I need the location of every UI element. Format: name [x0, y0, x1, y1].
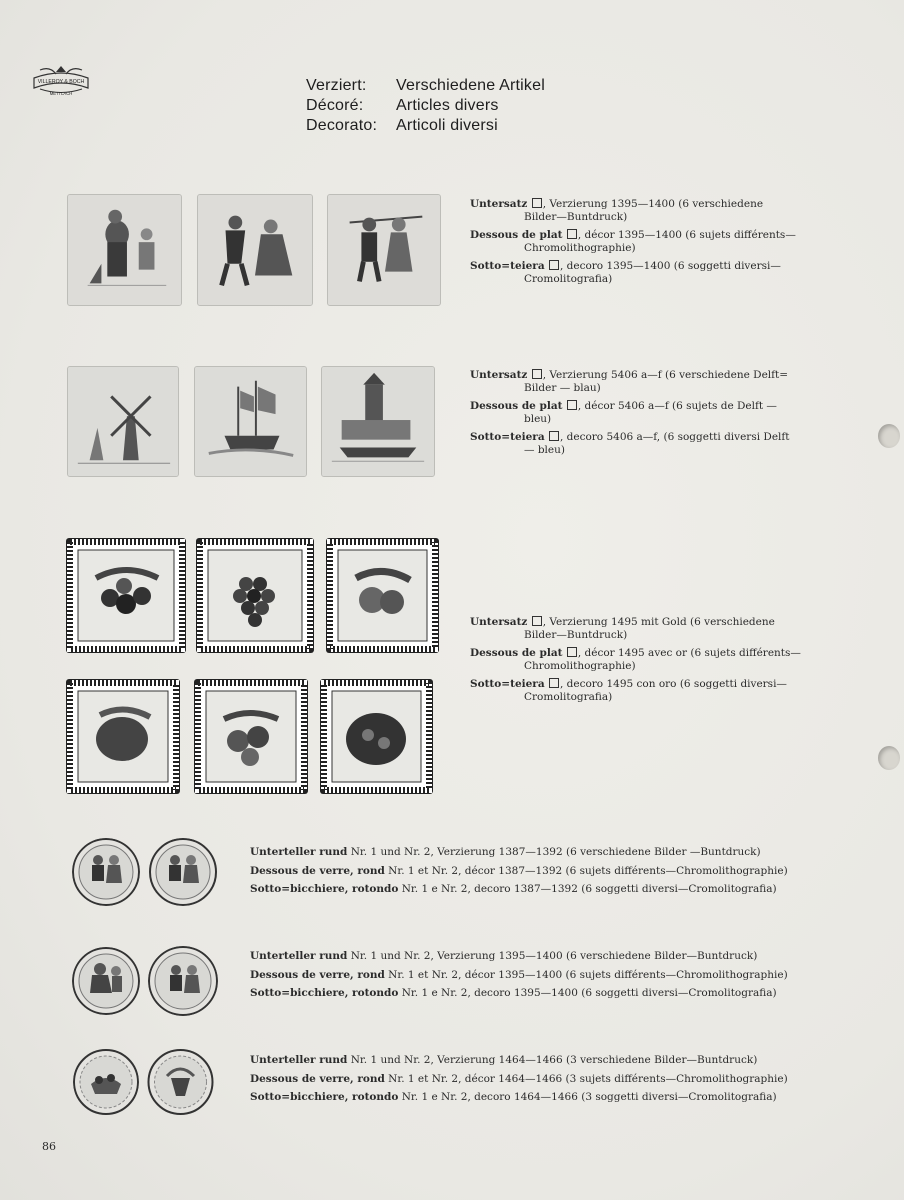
- tile-dutch-figures-1: [67, 194, 182, 306]
- page-header: [306, 76, 545, 136]
- tile-fruit-grapes: [196, 538, 314, 653]
- header-label-de: Verziert:: [306, 77, 367, 94]
- tile-dutch-figures-3: [327, 194, 441, 306]
- header-label-fr: Décoré:: [306, 97, 364, 114]
- square-shape-icon: [567, 229, 577, 239]
- square-shape-icon: [567, 647, 577, 657]
- square-shape-icon: [532, 198, 542, 208]
- square-shape-icon: [567, 400, 577, 410]
- svg-text:VILLEROY & BOCH: VILLEROY & BOCH: [37, 79, 85, 85]
- coaster-round-2a: [72, 947, 140, 1015]
- square-shape-icon: [549, 431, 559, 441]
- square-shape-icon: [549, 260, 559, 270]
- tile-fruit-plums: [66, 679, 180, 794]
- round1-description: Unterteller rund Nr. 1 und Nr. 2, Verzierung 1387—1392 (6 verschiedene Bilder —Buntdruck) Dessous de verre, rond Nr. 1 et Nr. 2, décor 1387—1392 (6 sujets différents—Chromolithographie) Sotto=bicchiere, rotondo Nr. 1 e Nr. 2, decoro 1387—1392 (6 soggetti diversi—Cromolitografia): [250, 846, 788, 895]
- tile-delft-ship: [194, 366, 307, 477]
- round2-description: Unterteller rund Nr. 1 und Nr. 2, Verzierung 1395—1400 (6 verschiedene Bilder—Buntdruck) Dessous de verre, rond Nr. 1 et Nr. 2, décor 1395—1400 (6 sujets différents—Chromolithographie) Sotto=bicchiere, rotondo Nr. 1 e Nr. 2, decoro 1395—1400 (6 soggetti diversi—Cromolitografia): [250, 950, 788, 999]
- round3-description: Unterteller rund Nr. 1 und Nr. 2, Verzierung 1464—1466 (3 verschiedene Bilder—Buntdruck) Dessous de verre, rond Nr. 1 et Nr. 2, décor 1464—1466 (3 sujets différents—Chromolithographie) Sotto=bicchiere, rotondo Nr. 1 e Nr. 2, decoro 1464—1466 (3 soggetti diversi—Cromolitografia): [250, 1054, 788, 1103]
- square-shape-icon: [532, 616, 542, 626]
- tile-fruit-apricots: [326, 538, 439, 653]
- page-number: 86: [42, 1140, 56, 1153]
- header-value-it: Articoli diversi: [396, 117, 498, 134]
- punch-hole-top: [878, 424, 900, 448]
- punch-hole-bottom: [878, 746, 900, 770]
- header-label-it: Decorato:: [306, 117, 378, 134]
- villeroy-boch-logo: [30, 62, 92, 102]
- section3-description: Untersatz , Verzierung 1495 mit Gold (6 verschiedene Bilder—Buntdruck) Dessous de plat , décor 1495 avec or (6 sujets différents— Chromolithographie) Sotto=teiera , decoro 1495 con oro (6 soggetti diversi— Cromolitografia): [470, 616, 801, 703]
- tile-delft-church: [321, 366, 435, 477]
- tile-fruit-apples: [194, 679, 308, 794]
- coaster-round-2b: [148, 946, 218, 1016]
- header-value-de: Verschiedene Artikel: [396, 77, 545, 94]
- coaster-round-3b: [147, 1048, 214, 1116]
- header-value-fr: Articles divers: [396, 97, 499, 114]
- svg-text:METTLACH: METTLACH: [49, 91, 73, 96]
- tile-dutch-figures-2: [197, 194, 313, 306]
- square-shape-icon: [532, 369, 542, 379]
- coaster-round-3a: [73, 1048, 139, 1116]
- coaster-round-1a: [72, 838, 140, 906]
- tile-delft-windmill: [67, 366, 179, 477]
- tile-fruit-cherries: [66, 538, 186, 653]
- section2-description: Untersatz , Verzierung 5406 a—f (6 verschiedene Delft= Bilder — blau) Dessous de plat , décor 5406 a—f (6 sujets de Delft — bleu) Sotto=teiera , decoro 5406 a—f, (6 soggetti diversi Delft — bleu): [470, 369, 790, 456]
- tile-fruit-mixed: [320, 679, 433, 794]
- square-shape-icon: [549, 678, 559, 688]
- section1-description: Untersatz , Verzierung 1395—1400 (6 verschiedene Bilder—Buntdruck) Dessous de plat , décor 1395—1400 (6 sujets différents— Chromolithographie) Sotto=teiera , decoro 1395—1400 (6 soggetti diversi— Cromolitografia): [470, 198, 796, 285]
- coaster-round-1b: [148, 838, 218, 906]
